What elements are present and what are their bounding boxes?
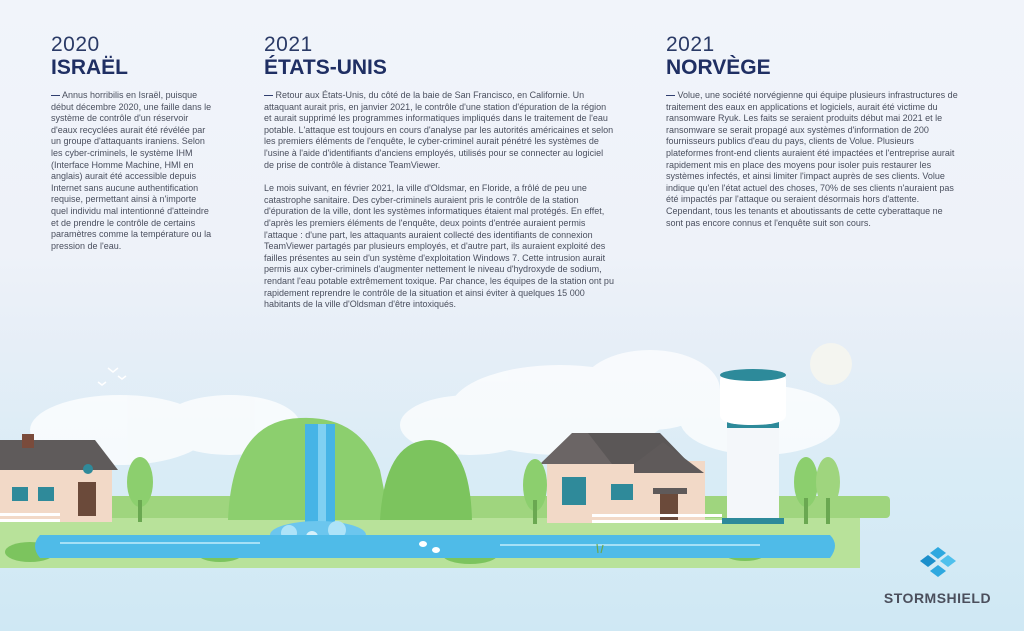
house-left [0,434,118,522]
paragraph [666,90,962,229]
paragraph-text: Le mois suivant, en février 2021, la ville d'Oldsmar, en Floride, a frôlé de peu une catastrophe sanitaire. Des cyber-criminels auraient pris le contrôle de la station d'épuration de la ville, dont les systèmes informatiques étaient mal protégés. En effet, d'après les premiers éléments de l'enquête, deux points d'entrée auraient permis l'attaque : d'une part, les attaquants auraient collecté des identifiants de connexion TeamViewer partagés par plusieurs employés, et d'autre part, ils auraient exploité des failles présentes au sein d'un système d'exploitation Windows 7. Cette intrusion aurait permis aux cyber-criminels d'augmenter nettement le niveau d'hydroxyde de sodium, rendant l'eau potable extrêmement toxique. Par chance, les équipes de la station ont pu rapidement reprendre le contrôle de la situation et ainsi éviter à quelques 15 000 habitants de la ville d'Oldsman d'être intoxiqués. [264,183,614,310]
column-norvege [666,34,962,241]
paragraph [264,183,614,311]
country-title: ÉTATS-UNIS [264,56,387,79]
stormshield-logo[interactable] [870,545,1005,606]
year-label: 2020 [51,33,100,56]
country-title: ISRAËL [51,56,129,79]
paragraph [51,90,213,252]
paragraph-text: Volue, une société norvégienne qui équipe plusieurs infrastructures de traitement des eaux en applications et logiciels, aurait été victime du ransomware Ryuk. Les faits se seraient produits début mai 2021 et le ransomware se serait propagé aux systèmes d'information de 200 fournisseurs publics d'eau du pays, clients de Volue. Plusieurs plateformes front-end clients auraient été impactées et l'entreprise aurait rapidement mis en place des moyens pour isoler puis restaurer les systèmes infectés, et ainsi limiter l'impact auprès de ses clients. Volue indique qu'en l'état actuel des choses, 70% de ses clients n'auraient pas été impactés par l'attaque ou seraient désormais hors d'attente. Cependant, tous les tenants et aboutissants de cette cyberattaque ne sont pas encore connus et l'enquête suit son cours. [666,90,958,228]
river [35,535,835,558]
stormshield-logo-icon [918,545,958,581]
house-middle [540,433,705,523]
column-israel [51,34,213,264]
year-label: 2021 [264,33,313,56]
sun [810,343,852,385]
birds-icon [98,368,126,385]
dash-mark: — [51,90,60,100]
paragraph-text: Annus horribilis en Israël, puisque début décembre 2020, une faille dans le système de contrôle d'un réservoir d'eaux recyclées aurait été révélée par un groupe d'attaquants iraniens. Selon les cyber-criminels, le système IHM (Interface Homme Machine, HMI en anglais) aurait été accessible depuis Internet sans aucune authentification requise, permettant ainsi à n'importe quel individu mal intentionné d'atteindre et de prendre le contrôle de certains paramètres comme la température ou la pression de l'eau. [51,90,212,251]
dash-mark: — [666,90,675,100]
country-title: NORVÈGE [666,56,771,79]
water-tower [720,369,786,524]
paragraph-text: Retour aux États-Unis, du côté de la baie de San Francisco, en Californie. Un attaquant aurait pris, en janvier 2021, le contrôle d'une station d'épuration de la région et aurait supprimé les programmes informatiques impliqués dans le traitement de l'eau potable. L'attaque est toujours en cours d'analyse par les autorités américaines et selon les premiers éléments de l'enquête, le cyber-criminel aurait pénétré les systèmes de l'usine à l'aide d'identifiants d'anciens employés, utilisés pour se connecter au logiciel de prise de contrôle à distance TeamViewer. [264,90,614,170]
dash-mark: — [264,90,273,100]
logo-text: STORMSHIELD [883,590,992,606]
column-etats-unis [264,34,614,323]
paragraph [264,90,614,171]
year-label: 2021 [666,33,715,56]
